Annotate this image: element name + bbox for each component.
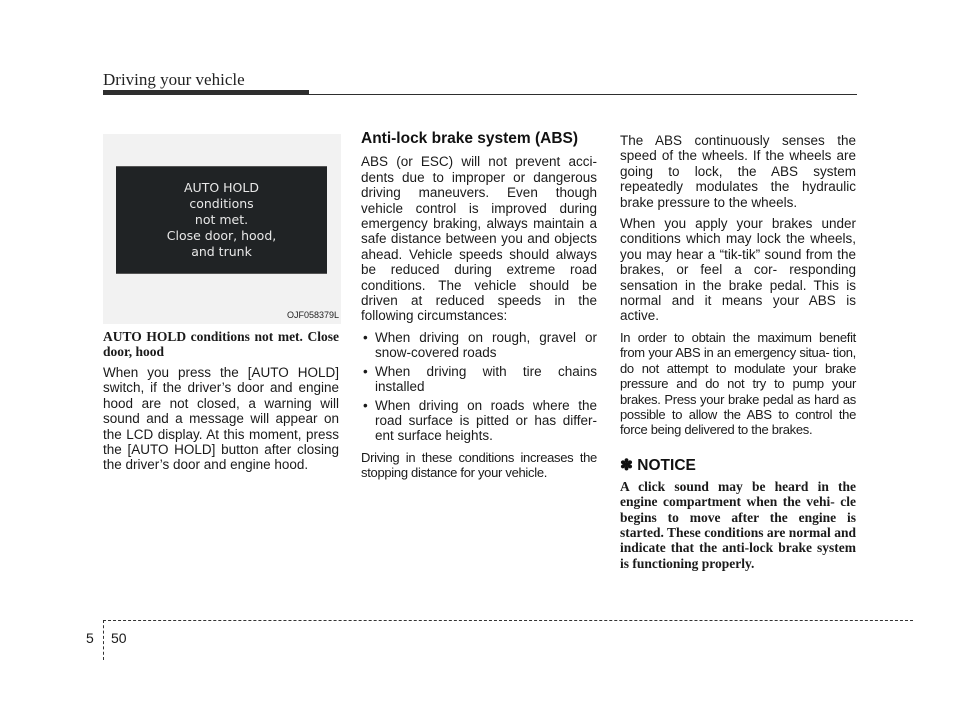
list-item: • When driving with tire chains installed — [361, 364, 597, 395]
lcd-display — [116, 166, 327, 274]
footer-rule — [103, 620, 913, 621]
column-1 — [103, 329, 339, 479]
header-rule-thin — [103, 94, 857, 95]
circumstance-list — [361, 330, 597, 444]
auto-hold-paragraph: When you press the [AUTO HOLD] switch, if the driver’s door and engine hood are not closed, a warning will sound and a message will appear on the LCD display. At this moment, press the [AUTO HOLD] button after closing the driver’s door and engine hood. — [103, 365, 339, 473]
notice-heading: ✽ NOTICE — [620, 456, 696, 474]
lcd-message: AUTO HOLD conditions not met. Close door, hood, and trunk — [166, 180, 277, 259]
column-2 — [361, 131, 597, 487]
list-item: • When driving on roads where the road surface is pitted or has differ- ent surface heights. — [361, 398, 597, 444]
abs-sound-paragraph: When you apply your brakes under conditions which may lock the wheels, you may hear a “tik-tik” sound from the brakes, or feel a cor- responding sensation in the brake pedal. This is normal and it means your ABS is active. — [620, 216, 856, 324]
figure-caption: AUTO HOLD conditions not met. Close door, hood — [103, 329, 339, 359]
column-3 — [620, 133, 856, 577]
chapter-number: 5 — [86, 630, 94, 646]
closing-paragraph: Driving in these conditions increases the stopping distance for your vehicle. — [361, 449, 597, 481]
abs-sensing-paragraph: The ABS continuously senses the speed of the wheels. If the wheels are going to lock, the ABS system repeatedly modulates the hydraulic brake pressure to the wheels. — [620, 133, 856, 210]
running-header: Driving your vehicle — [103, 70, 245, 89]
figure-code: OJF058379L — [286, 310, 339, 320]
abs-intro-paragraph: ABS (or ESC) will not prevent acci- dents due to improper or dangerous driving maneuvers. Even though vehicle control is improved during emergency braking, always maintain a safe distance between you and objects ahead. Vehicle speeds should always be reduced during extreme road conditions. The vehicle should be driven at reduced speeds in the following circumstances: — [361, 154, 597, 324]
abs-benefit-paragraph: In order to obtain the maximum benefit from your ABS in an emergency situa- tion, do not attempt to modulate your brake pressure and do not try to pump your brakes. Press your brake pedal as hard as possible to allow the ABS to control the force being delivered to the brakes. — [620, 329, 856, 438]
footer-divider — [103, 620, 104, 660]
list-item: • When driving on rough, gravel or snow-covered roads — [361, 330, 597, 361]
page-number: 50 — [111, 630, 127, 646]
lcd-figure — [103, 134, 341, 324]
notice-text: A click sound may be heard in the engine compartment when the vehi- cle begins to move after the engine is started. These conditions are normal and indicate that the anti-lock brake system is functioning properly. — [620, 479, 856, 571]
section-heading: Anti-lock brake system (ABS) — [361, 130, 579, 147]
